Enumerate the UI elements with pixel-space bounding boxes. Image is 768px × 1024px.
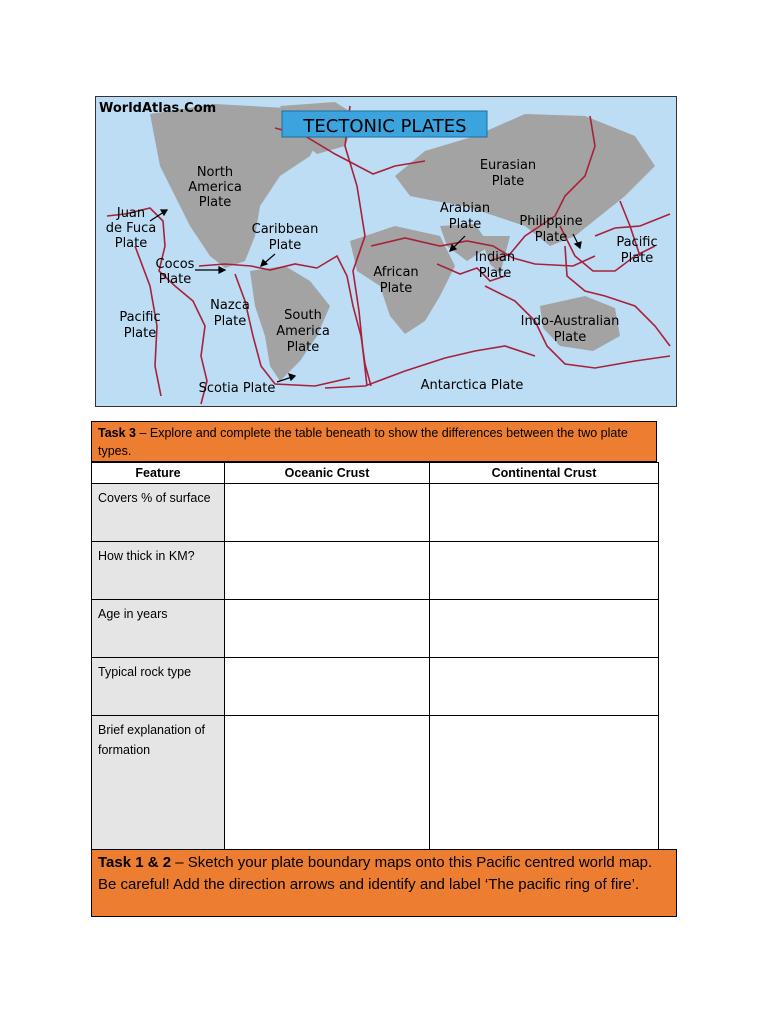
header-oceanic: Oceanic Crust	[225, 463, 430, 484]
tectonic-plates-map	[95, 96, 677, 407]
feature-cell: How thick in KM?	[92, 542, 225, 600]
label-north-america: North America Plate	[188, 165, 242, 210]
feature-cell: Age in years	[92, 600, 225, 658]
continental-answer-cell[interactable]	[430, 542, 659, 600]
table-header-row	[92, 463, 659, 484]
label-antarctica: Antarctica Plate	[420, 378, 524, 393]
oceanic-answer-cell[interactable]	[225, 484, 430, 542]
oceanic-answer-cell[interactable]	[225, 600, 430, 658]
label-south-america: South America Plate	[276, 308, 330, 355]
label-caribbean: Caribbean Plate	[251, 222, 319, 253]
task3-instructions	[91, 421, 657, 462]
table-row	[92, 716, 659, 850]
crust-comparison-table	[91, 462, 659, 850]
oceanic-answer-cell[interactable]	[225, 658, 430, 716]
continental-answer-cell[interactable]	[430, 716, 659, 850]
site-name: WorldAtlas.Com	[99, 101, 217, 116]
label-philippine: Philippine Plate	[519, 214, 583, 245]
label-indo-australian: Indo-Australian Plate	[520, 314, 620, 345]
task12-label: Task 1 & 2	[98, 854, 172, 871]
label-eurasian: Eurasian Plate	[479, 158, 537, 189]
oceanic-answer-cell[interactable]	[225, 542, 430, 600]
task3-text: – Explore and complete the table beneath to show the differences between the two plate types.	[98, 426, 628, 458]
continental-answer-cell[interactable]	[430, 600, 659, 658]
header-continental: Continental Crust	[430, 463, 659, 484]
continental-answer-cell[interactable]	[430, 484, 659, 542]
label-african: African Plate	[373, 265, 419, 296]
table-row	[92, 600, 659, 658]
label-scotia: Scotia Plate	[198, 381, 276, 396]
feature-cell: Brief explanation of formation	[92, 716, 225, 850]
header-feature: Feature	[92, 463, 225, 484]
feature-cell: Covers % of surface	[92, 484, 225, 542]
label-indian: Indian Plate	[474, 250, 516, 281]
label-arabian: Arabian Plate	[439, 201, 491, 232]
table-row	[92, 542, 659, 600]
continental-answer-cell[interactable]	[430, 658, 659, 716]
table-row	[92, 484, 659, 542]
label-pacific-left: Pacific Plate	[119, 310, 161, 341]
task12-instructions	[91, 849, 677, 917]
task12-text: – Sketch your plate boundary maps onto this Pacific centred world map. Be careful! Add the direction arrows and identify and label ‘The pacific ring of fire’.	[98, 854, 653, 893]
oceanic-answer-cell[interactable]	[225, 716, 430, 850]
label-cocos: Cocos Plate	[155, 257, 195, 287]
table-row	[92, 658, 659, 716]
feature-cell: Typical rock type	[92, 658, 225, 716]
task3-label: Task 3	[98, 426, 136, 440]
label-pacific-right: Pacific Plate	[616, 235, 658, 266]
label-juan-de-fuca: Juan de Fuca Plate	[105, 206, 157, 251]
label-nazca: Nazca Plate	[210, 298, 250, 329]
map-title: TECTONIC PLATES	[303, 116, 467, 137]
